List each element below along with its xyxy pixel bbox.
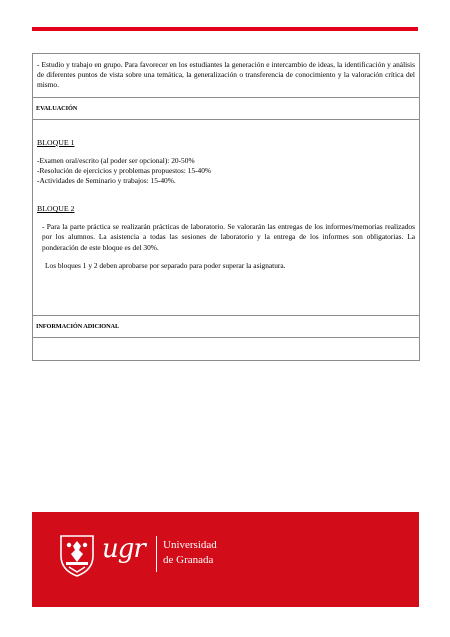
bloque1-item: -Actividades de Seminario y trabajos: 15-40%. — [37, 176, 176, 186]
university-name — [163, 538, 217, 568]
top-accent-bar — [32, 27, 418, 31]
bloque1-item: -Resolución de ejercicios y problemas propuestos: 15-40% — [37, 165, 212, 175]
ugr-logo: ugr — [102, 534, 145, 564]
university-name-line2: de Granada — [163, 554, 214, 566]
bloque1-item: -Examen oral/escrito (al poder ser opcional): 20-50% — [37, 155, 195, 165]
bloque1-list — [37, 156, 415, 187]
evaluation-cell — [33, 120, 419, 316]
info-cell — [33, 338, 419, 360]
bloque1-title: BLOQUE 1 — [37, 137, 75, 147]
methodology-text: - Estudio y trabajo en grupo. Para favorecer en los estudiantes la generación e intercambio de ideas, la identificación y análisis de diferentes puntos de vista sobre una temática, la generalización o transferencia de conocimiento y la valoración crítica del mismo. — [37, 60, 415, 90]
footer-band — [32, 512, 419, 607]
bloques-note: Los bloques 1 y 2 deben aprobarse por separado para poder superar la asignatura. — [45, 260, 286, 270]
bloque2-text: - Para la parte práctica se realizarán prácticas de laboratorio. Se valorarán las entregas de los informes/memorias realizados por los alumnos. La asistencia a todas las sesiones de laboratorio y la entrega de los informes son obligatorias. La ponderación de este bloque es del 30%. — [42, 222, 415, 252]
bloque2-title: BLOQUE 2 — [37, 204, 75, 214]
university-crest-icon — [57, 532, 97, 578]
university-name-line1: Universidad — [163, 539, 217, 551]
guide-table — [32, 53, 420, 361]
logo-divider — [156, 536, 157, 572]
methodology-cell — [33, 54, 419, 98]
evaluation-heading: EVALUACIÓN — [33, 98, 419, 120]
info-heading: INFORMACIÓN ADICIONAL — [33, 316, 419, 338]
